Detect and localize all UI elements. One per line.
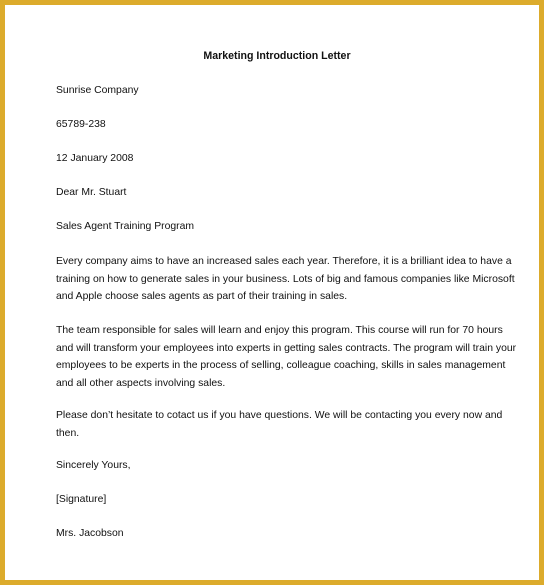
paragraph-line: training on how to generate sales in your business. Lots of big and famous companies like Microsoft xyxy=(56,273,515,285)
letter-title: Marketing Introduction Letter xyxy=(203,50,351,62)
paragraph-contact xyxy=(56,407,506,442)
paragraph-line: and will transform your employees into experts in getting sales contracts. The program will train your xyxy=(56,342,517,354)
signature-placeholder: [Signature] xyxy=(56,494,107,505)
company-name: Sunrise Company xyxy=(56,85,139,96)
paragraph-program xyxy=(56,322,517,392)
letter-date: 12 January 2008 xyxy=(56,153,134,164)
sender-name: Mrs. Jacobson xyxy=(56,528,124,539)
paragraph-line: and Apple choose sales agents as part of their training in sales. xyxy=(56,291,348,302)
closing: Sincerely Yours, xyxy=(56,460,131,471)
paragraph-line: Every company aims to have an increased sales each year. Therefore, it is a brilliant idea to have a xyxy=(56,256,512,267)
paragraph-line: and all other aspects involving sales. xyxy=(56,377,226,389)
paragraph-line: Please don’t hesitate to cotact us if you have questions. We will be contacting you every now and xyxy=(56,410,503,421)
paragraph-intro xyxy=(56,253,515,306)
paragraph-line: The team responsible for sales will learn and enjoy this program. This course will run for 70 hours xyxy=(56,325,503,336)
paragraph-line: employees to be experts in the process of selling, colleague coaching, skills in sales management xyxy=(56,360,506,371)
reference-number: 65789-238 xyxy=(56,119,106,130)
salutation: Dear Mr. Stuart xyxy=(56,187,127,198)
subject-line: Sales Agent Training Program xyxy=(56,221,195,232)
paragraph-line: then. xyxy=(56,427,80,439)
letter-page xyxy=(10,10,544,585)
